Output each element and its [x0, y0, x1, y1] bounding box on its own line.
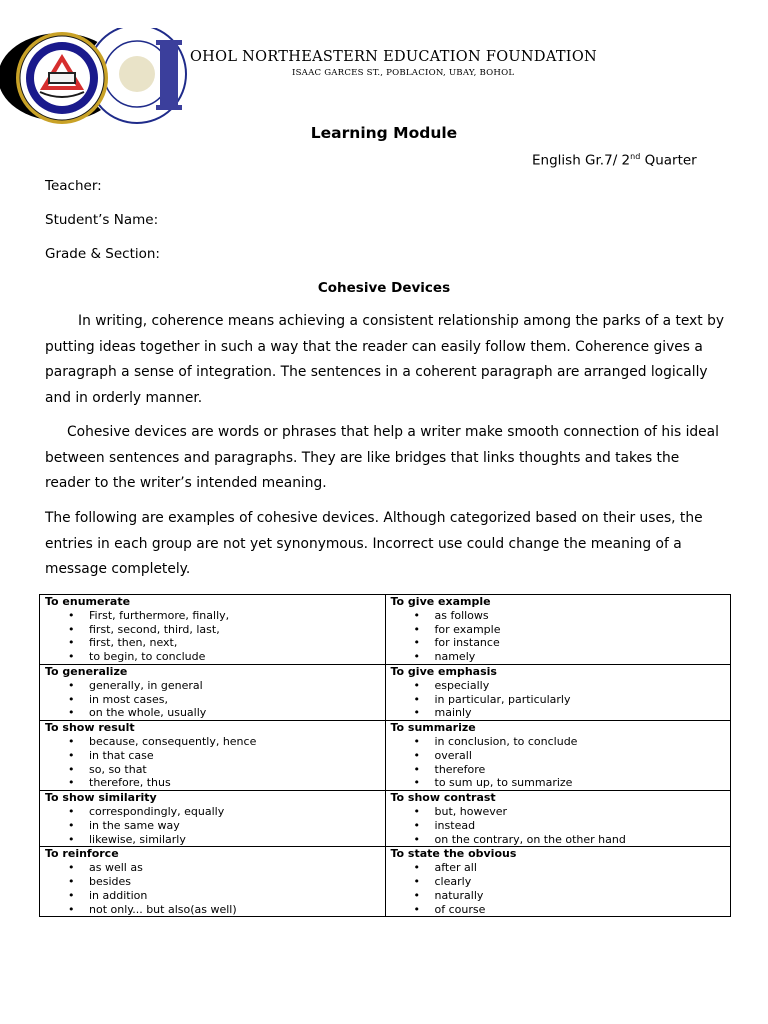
teacher-field: Teacher: — [45, 178, 102, 194]
list-item: • mainly — [391, 706, 731, 720]
category-heading: To show contrast — [390, 791, 496, 805]
list-item: • for example — [391, 623, 731, 637]
list-item: • first, then, next, — [45, 636, 385, 650]
list-item: • of course — [391, 903, 731, 917]
school-logo — [0, 28, 200, 126]
table-row — [40, 664, 731, 720]
list-item: • generally, in general — [45, 679, 385, 693]
list-item: • so, so that — [45, 763, 385, 777]
category-cell — [40, 664, 386, 720]
table-row — [40, 847, 731, 917]
category-list — [391, 609, 731, 664]
list-item: • therefore, thus — [45, 776, 385, 790]
table-row — [40, 721, 731, 791]
list-item: • First, furthermore, finally, — [45, 609, 385, 623]
list-item: • in conclusion, to conclude — [391, 735, 731, 749]
list-item: • likewise, similarly — [45, 833, 385, 847]
grade-quarter — [532, 152, 697, 169]
category-cell — [385, 721, 731, 791]
list-item: • not only... but also(as well) — [45, 903, 385, 917]
category-list — [45, 805, 385, 846]
category-heading: To state the obvious — [390, 847, 517, 861]
grade-section-field: Grade & Section: — [45, 246, 160, 262]
table-row — [40, 791, 731, 847]
list-item: • therefore — [391, 763, 731, 777]
list-item: • on the whole, usually — [45, 706, 385, 720]
list-item: • first, second, third, last, — [45, 623, 385, 637]
list-item: • naturally — [391, 889, 731, 903]
cohesive-devices-table — [39, 594, 731, 917]
category-list — [45, 861, 385, 916]
organization-address: ISAAC GARCES ST., POBLACION, UBAY, BOHOL — [292, 68, 515, 78]
category-cell — [385, 847, 731, 917]
category-cell — [385, 664, 731, 720]
section-title: Cohesive Devices — [317, 280, 451, 296]
list-item: • in addition — [45, 889, 385, 903]
category-heading: To enumerate — [45, 595, 131, 608]
table-row — [40, 595, 731, 665]
category-cell — [40, 721, 386, 791]
category-heading: To summarize — [390, 721, 476, 735]
list-item: • on the contrary, on the other hand — [391, 833, 731, 847]
list-item: • namely — [391, 650, 731, 664]
list-item: • overall — [391, 749, 731, 763]
list-item: • to begin, to conclude — [45, 650, 385, 664]
logo-seal-icon — [0, 28, 200, 126]
list-item: • as follows — [391, 609, 731, 623]
category-cell — [40, 847, 386, 917]
list-item: • in particular, particularly — [391, 693, 731, 707]
category-list — [45, 609, 385, 664]
category-list — [391, 861, 731, 916]
list-item: • especially — [391, 679, 731, 693]
paragraph-cohesive-devices: Cohesive devices are words or phrases that help a writer make smooth connection of his ideal between sentences and paragraphs. They are like bridges that links thoughts and takes the reader to the writer’s intended meaning. — [45, 424, 719, 491]
category-list — [45, 735, 385, 790]
list-item: • instead — [391, 819, 731, 833]
category-heading: To generalize — [45, 664, 128, 678]
grade-quarter-suffix: Quarter — [640, 152, 697, 169]
grade-quarter-prefix: English Gr.7/ 2 — [532, 152, 631, 169]
list-item: • correspondingly, equally — [45, 805, 385, 819]
list-item: • in the same way — [45, 819, 385, 833]
paragraph-examples-intro: The following are examples of cohesive devices. Although categorized based on their uses, the entries in each group are not yet synonymous. Incorrect use could change the meaning of a message completely. — [45, 510, 703, 577]
page-title: Learning Module — [310, 124, 458, 142]
list-item: • but, however — [391, 805, 731, 819]
category-cell — [40, 595, 386, 665]
category-cell — [40, 791, 386, 847]
student-name-field: Student’s Name: — [45, 212, 159, 228]
category-list — [391, 735, 731, 790]
list-item: • to sum up, to summarize — [391, 776, 731, 790]
category-list — [391, 805, 731, 846]
list-item: • after all — [391, 861, 731, 875]
category-cell — [385, 791, 731, 847]
list-item: • as well as — [45, 861, 385, 875]
category-heading: To show similarity — [45, 791, 157, 805]
grade-quarter-sup: nd — [630, 152, 641, 161]
category-heading: To give example — [390, 595, 491, 608]
category-list — [391, 679, 731, 720]
list-item: • because, consequently, hence — [45, 735, 385, 749]
list-item: • in that case — [45, 749, 385, 763]
list-item: • for instance — [391, 636, 731, 650]
paragraph-coherence: In writing, coherence means achieving a consistent relationship among the parks of a text by putting ideas together in such a way that the reader can easily follow them. Coherence gives a paragraph a sense of integration. The sentences in a coherent paragraph are arranged logically and in orderly manner. — [45, 313, 725, 406]
category-heading: To show result — [45, 721, 135, 735]
category-heading: To give emphasis — [390, 664, 497, 678]
organization-name: OHOL NORTHEASTERN EDUCATION FOUNDATION — [190, 49, 597, 65]
list-item: • in most cases, — [45, 693, 385, 707]
list-item: • besides — [45, 875, 385, 889]
category-heading: To reinforce — [45, 847, 119, 861]
category-list — [45, 679, 385, 720]
category-cell — [385, 595, 731, 665]
list-item: • clearly — [391, 875, 731, 889]
